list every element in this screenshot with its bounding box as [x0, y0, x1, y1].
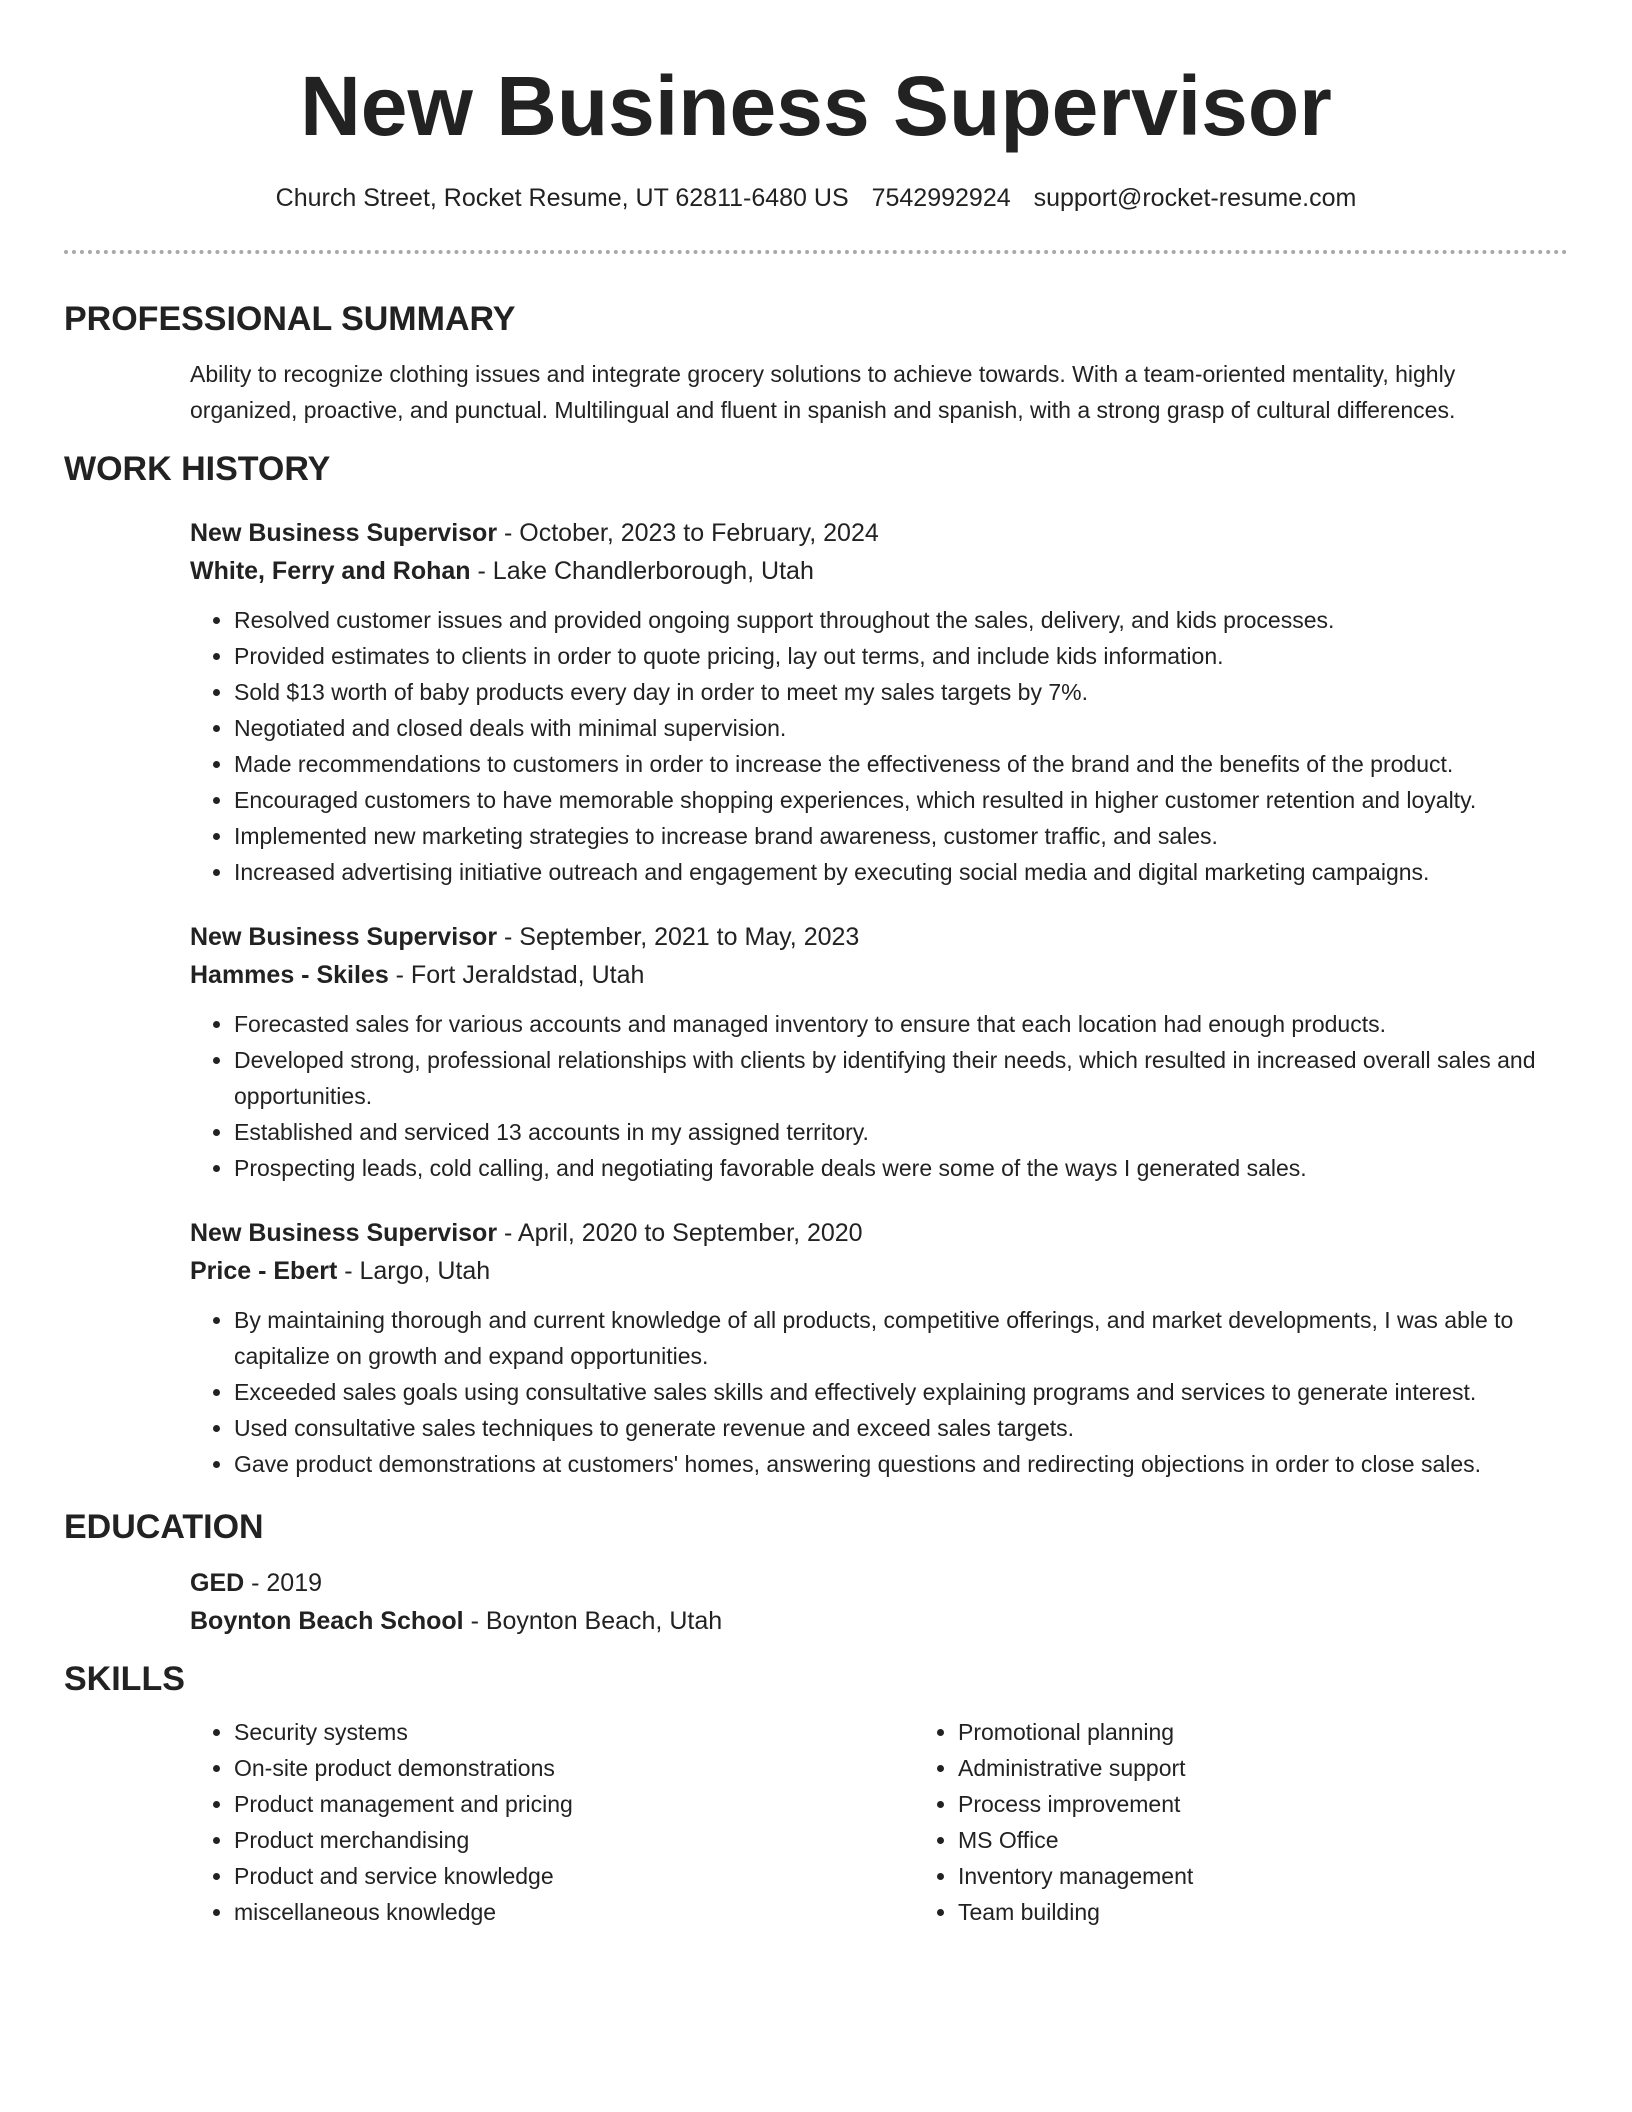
job-location: - Fort Jeraldstad, Utah: [388, 961, 645, 989]
list-item: • Negotiated and closed deals with minimal supervision.: [234, 710, 1568, 746]
summary-text: Ability to recognize clothing issues and integrate grocery solutions to achieve towards. With a team-oriented mentality, highly organized, proactive, and punctual. Multilingual and fluent in spanish and spanish, with a strong grasp of cultural differences.: [190, 361, 1456, 423]
contact-address: Church Street, Rocket Resume, UT 62811-6480 US: [275, 184, 849, 212]
list-item: • On-site product demonstrations: [234, 1750, 914, 1786]
list-item: • Security systems: [234, 1714, 914, 1750]
summary-section: [64, 296, 1568, 428]
education-title: EDUCATION: [64, 1508, 264, 1546]
list-item: • Implemented new marketing strategies to increase brand awareness, customer traffic, and sales.: [234, 818, 1568, 854]
job-company: White, Ferry and Rohan: [190, 557, 471, 585]
list-item: • Forecasted sales for various accounts and managed inventory to ensure that each location had enough products.: [234, 1006, 1568, 1042]
list-item: • Gave product demonstrations at customers' homes, answering questions and redirecting objections in order to close sales.: [234, 1446, 1568, 1482]
job-role-line: [190, 1214, 1568, 1252]
list-item: • Product management and pricing: [234, 1786, 914, 1822]
job-dates: - September, 2021 to May, 2023: [497, 923, 860, 951]
list-item: • Increased advertising initiative outreach and engagement by executing social media and digital marketing campaigns.: [234, 854, 1568, 890]
list-item: • Sold $13 worth of baby products every day in order to meet my sales targets by 7%.: [234, 674, 1568, 710]
list-item: • Resolved customer issues and provided ongoing support throughout the sales, delivery, and kids processes.: [234, 602, 1568, 638]
job-company-line: [190, 1252, 1568, 1290]
contact-email: support@rocket-resume.com: [1033, 184, 1357, 212]
job-role-line: [190, 514, 1568, 552]
list-item: • Inventory management: [958, 1858, 1193, 1894]
list-item: • Provided estimates to clients in order to quote pricing, lay out terms, and include kids information.: [234, 638, 1568, 674]
candidate-name: New Business Supervisor: [300, 59, 1332, 153]
education-school-line: [190, 1602, 1568, 1640]
list-item: • Made recommendations to customers in order to increase the effectiveness of the brand and the benefits of the product.: [234, 746, 1568, 782]
list-item: • miscellaneous knowledge: [234, 1894, 914, 1930]
list-item: • Administrative support: [958, 1750, 1193, 1786]
contact-line: [0, 182, 1632, 214]
work-title: WORK HISTORY: [64, 450, 331, 488]
education-degree: GED: [190, 1569, 245, 1597]
job-role: New Business Supervisor: [190, 1219, 498, 1247]
job-bullets: [190, 1006, 1568, 1186]
job-location: - Lake Chandlerborough, Utah: [470, 557, 814, 585]
job-company: Price - Ebert: [190, 1257, 338, 1285]
education-entry: [64, 1564, 1568, 1640]
list-item: • Exceeded sales goals using consultative sales skills and effectively explaining programs and services to generate interest.: [234, 1374, 1568, 1410]
skills-columns: [64, 1714, 1568, 1930]
job-company-line: [190, 956, 1568, 994]
list-item: • Prospecting leads, cold calling, and negotiating favorable deals were some of the ways I generated sales.: [234, 1150, 1568, 1186]
skills-right-list: [914, 1714, 1193, 1930]
job-company: Hammes - Skiles: [190, 961, 389, 989]
education-section: [64, 1504, 1568, 1640]
education-year: - 2019: [244, 1569, 323, 1597]
list-item: • MS Office: [958, 1822, 1193, 1858]
job-role: New Business Supervisor: [190, 923, 498, 951]
job-entry: [64, 514, 1568, 890]
list-item: • Promotional planning: [958, 1714, 1193, 1750]
list-item: • Encouraged customers to have memorable shopping experiences, which resulted in higher customer retention and loyalty.: [234, 782, 1568, 818]
list-item: • Established and serviced 13 accounts in my assigned territory.: [234, 1114, 1568, 1150]
list-item: • Product and service knowledge: [234, 1858, 914, 1894]
resume-content: [64, 296, 1568, 1930]
list-item: • Developed strong, professional relationships with clients by identifying their needs, which resulted in increased overall sales and opportunities.: [234, 1042, 1568, 1114]
job-location: - Largo, Utah: [337, 1257, 491, 1285]
job-bullets: [190, 602, 1568, 890]
list-item: • Used consultative sales techniques to generate revenue and exceed sales targets.: [234, 1410, 1568, 1446]
education-degree-line: [190, 1564, 1568, 1602]
job-role-line: [190, 918, 1568, 956]
list-item: • Process improvement: [958, 1786, 1193, 1822]
education-school: Boynton Beach School: [190, 1607, 464, 1635]
job-company-line: [190, 552, 1568, 590]
skills-section: [64, 1656, 1568, 1930]
job-entry: [64, 1214, 1568, 1482]
summary-title: PROFESSIONAL SUMMARY: [64, 300, 516, 338]
work-section: [64, 446, 1568, 1482]
job-role: New Business Supervisor: [190, 519, 498, 547]
job-dates: - April, 2020 to September, 2020: [497, 1219, 863, 1247]
list-item: • Product merchandising: [234, 1822, 914, 1858]
education-location: - Boynton Beach, Utah: [463, 1607, 723, 1635]
skills-left-list: [190, 1714, 914, 1930]
header-divider: [64, 250, 1568, 254]
job-bullets: [190, 1302, 1568, 1482]
skills-title: SKILLS: [64, 1660, 185, 1698]
job-entry: [64, 918, 1568, 1186]
contact-phone: 7542992924: [871, 184, 1011, 212]
list-item: • Team building: [958, 1894, 1193, 1930]
job-dates: - October, 2023 to February, 2024: [497, 519, 879, 547]
list-item: • By maintaining thorough and current knowledge of all products, competitive offerings, and market developments, I was able to capitalize on growth and expand opportunities.: [234, 1302, 1568, 1374]
